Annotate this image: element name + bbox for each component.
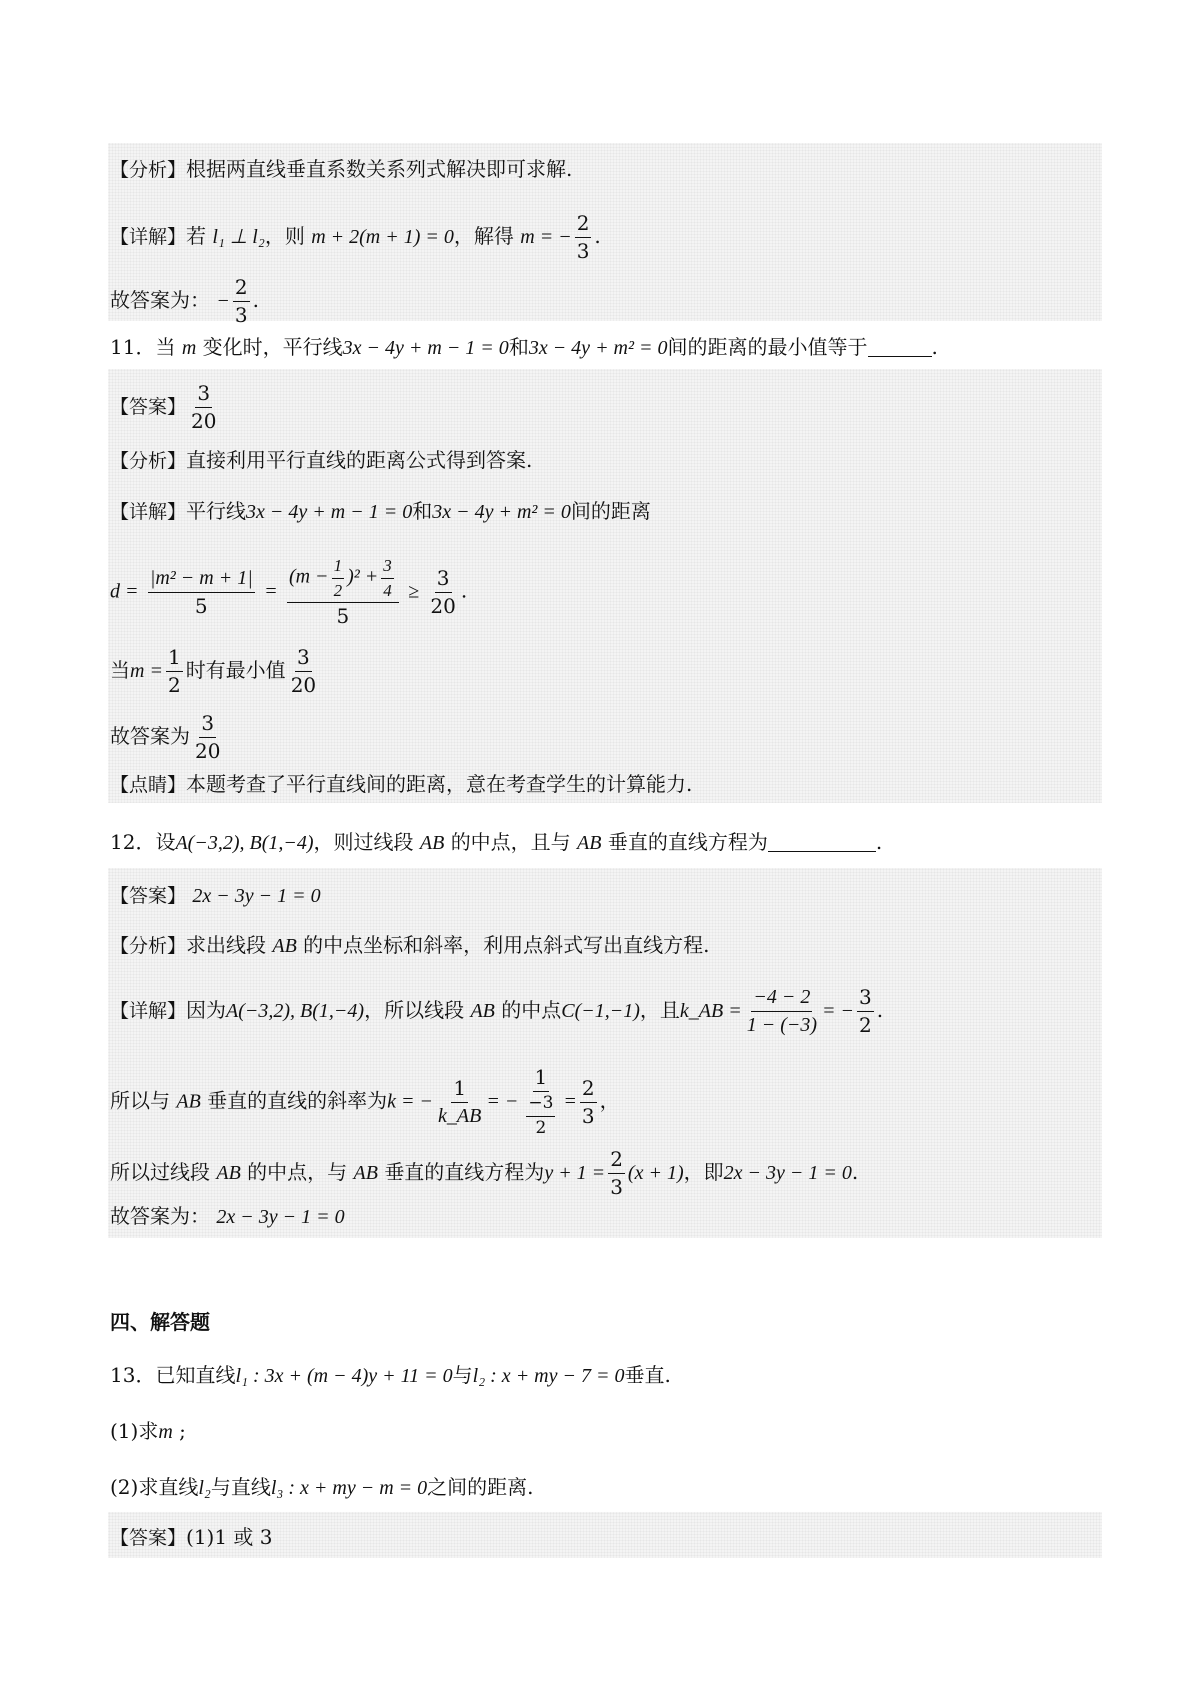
- analysis-line-11: 【分析】直接利用平行直线的距离公式得到答案.: [110, 448, 533, 472]
- answer-summary-12: 故答案为： 2x − 3y − 1 = 0: [110, 1204, 345, 1228]
- fraction: $\frac{2}{3}$: [581, 1075, 595, 1128]
- fraction: $\frac{1}{k\_AB}$: [438, 1075, 482, 1127]
- fraction: $\frac{1}{\frac{-3}{2}}$: [528, 1065, 554, 1138]
- section-heading: 四、解答题: [110, 1310, 210, 1334]
- answer-line-10: 故答案为： − $\frac{2}{3}$ .: [110, 275, 259, 327]
- question-13-part-2: (2)求直线l₂与直线l₃ : x + my − m = 0之间的距离.: [110, 1475, 534, 1499]
- min-line-11: 当m = $\frac{1}{2}$ 时有最小值 $\frac{3}{20}$: [110, 645, 317, 697]
- fraction: $\frac{2}{3}$: [234, 275, 248, 327]
- analysis-line-12: 【分析】求出线段 AB 的中点坐标和斜率，利用点斜式写出直线方程.: [110, 933, 710, 957]
- answer-blank[interactable]: [768, 850, 876, 852]
- question-12: 12．设A(−3,2), B(1,−4)，则过线段 AB 的中点，且与 AB 垂直的直线方程为 .: [110, 830, 883, 854]
- fraction: $\frac{\text{|m² − m + 1|}}{5}$: [149, 566, 253, 618]
- answer-line-11: 【答案】 $\frac{3}{20}$: [110, 381, 217, 433]
- comment-line-11: 【点睛】本题考查了平行直线间的距离，意在考查学生的计算能力.: [110, 772, 693, 796]
- answer-summary-11: 故答案为 $\frac{3}{20}$: [110, 711, 221, 763]
- slope-line-12: 所以与 AB 垂直的直线的斜率为k = − $\frac{1}{k\_AB}$ = − $\frac{1}{\frac{-3}{2}}$ = $\frac{2}{3}$ ，: [110, 1065, 620, 1138]
- detail-line-11: 【详解】平行线3x − 4y + m − 1 = 0和3x − 4y + m² = 0间的距离: [110, 499, 651, 523]
- answer-line-12: 【答案】 2x − 3y − 1 = 0: [110, 885, 321, 907]
- distance-formula: d = $\frac{\text{|m² − m + 1|}}{5}$ = (m − $\frac{1}{2}$ )² + $\frac{3}{4}$ 5 ≥ $\frac{3}{20}$ .: [110, 556, 468, 629]
- question-13: 13．已知直线l₁ : 3x + (m − 4)y + 11 = 0与l₂ : x + my − 7 = 0垂直.: [110, 1363, 671, 1387]
- fraction: $\frac{3}{20}$: [195, 711, 221, 763]
- line-eq-12: 所以过线段 AB 的中点，与 AB 垂直的直线方程为y + 1 = $\frac{2}{3}$ (x + 1)，即2x − 3y − 1 = 0.: [110, 1147, 859, 1199]
- question-13-part-1: (1)求m ;: [110, 1419, 186, 1443]
- fraction: (m − $\frac{1}{2}$ )² + $\frac{3}{4}$ 5: [287, 556, 399, 628]
- fraction: $\frac{2}{3}$: [610, 1147, 623, 1199]
- fraction: $\frac{-4 - 2}{1 - (-3)}$: [746, 986, 818, 1036]
- fraction: $\frac{2}{3}$: [576, 211, 590, 263]
- answer-line-13: 【答案】(1)1 或 3: [110, 1525, 273, 1549]
- fraction: $\frac{1}{2}$: [167, 645, 181, 697]
- question-11: 11．当 m 变化时，平行线3x − 4y + m − 1 = 0和3x − 4y + m² = 0间的距离的最小值等于 .: [110, 335, 938, 359]
- detail-line-12: 【详解】因为A(−3,2), B(1,−4)，所以线段 AB 的中点C(−1,−1)，且k_AB = $\frac{-4 - 2}{1 - (-3)}$ = − $\frac{3}{2}$ .: [110, 985, 884, 1037]
- fraction: $\frac{3}{2}$: [859, 985, 872, 1037]
- fraction: $\frac{3}{20}$: [290, 645, 317, 697]
- fraction: $\frac{3}{20}$: [191, 381, 217, 433]
- analysis-line-10: 【分析】根据两直线垂直系数关系列式解决即可求解.: [110, 157, 573, 181]
- answer-blank[interactable]: [868, 355, 932, 357]
- detail-line-10: 【详解】若 l₁ ⊥ l₂，则 m + 2(m + 1) = 0，解得 m = − $\frac{2}{3}$ .: [110, 211, 601, 263]
- fraction: $\frac{3}{20}$: [430, 565, 456, 618]
